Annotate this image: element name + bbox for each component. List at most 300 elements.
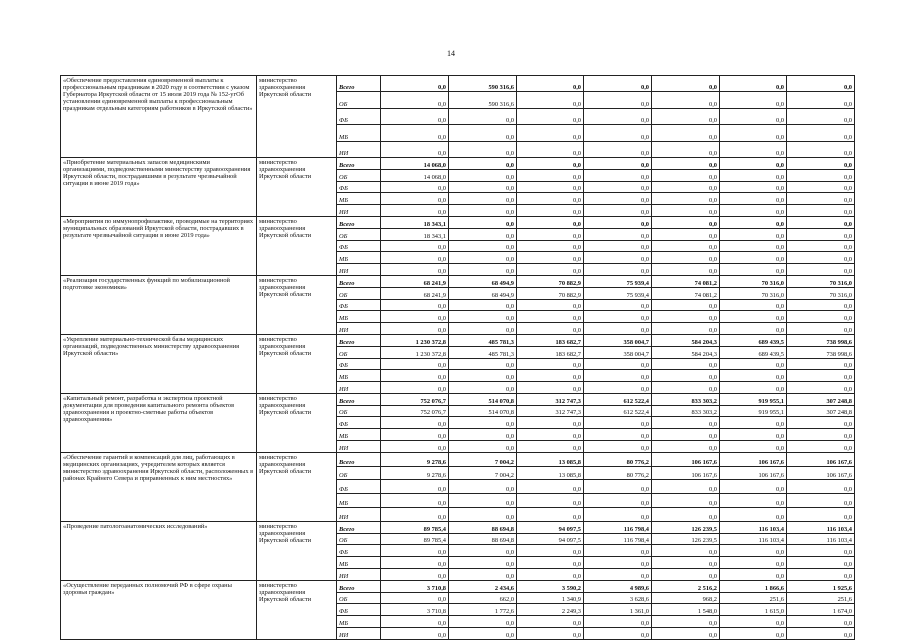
amount-cell: 0,0 [517, 480, 584, 494]
amount-cell: 116 798,4 [584, 521, 652, 533]
amount-cell: 70 316,0 [720, 287, 787, 299]
amount-cell: 0,0 [720, 157, 787, 169]
funding-source: Всего [337, 76, 381, 92]
amount-cell: 1 772,6 [449, 604, 517, 616]
amount-cell: 0,0 [517, 193, 584, 205]
amount-cell: 94 097,5 [517, 521, 584, 533]
amount-cell: 0,0 [652, 252, 720, 264]
amount-cell: 0,0 [381, 429, 449, 441]
amount-cell: 0,0 [787, 508, 855, 522]
amount-cell: 0,0 [720, 508, 787, 522]
amount-cell: 0,0 [449, 169, 517, 181]
amount-cell: 0,0 [381, 494, 449, 508]
amount-cell: 0,0 [584, 169, 652, 181]
amount-cell: 0,0 [381, 545, 449, 557]
amount-cell: 0,0 [381, 92, 449, 108]
amount-cell: 919 955,1 [720, 405, 787, 417]
responsible-executor: министерство здравоохранения Иркутской области [257, 216, 337, 275]
table-row [61, 157, 855, 169]
funding-source: ИИ [337, 508, 381, 522]
amount-cell: 0,0 [787, 157, 855, 169]
amount-cell: 106 167,6 [652, 466, 720, 480]
amount-cell: 0,0 [517, 508, 584, 522]
funding-source: ИИ [337, 382, 381, 394]
amount-cell: 738 998,6 [787, 334, 855, 346]
amount-cell: 88 694,8 [449, 521, 517, 533]
table-body [61, 76, 855, 640]
amount-cell: 1 361,0 [584, 604, 652, 616]
amount-cell: 0,0 [652, 125, 720, 141]
funding-source: Всего [337, 275, 381, 287]
amount-cell: 0,0 [720, 169, 787, 181]
amount-cell: 833 303,2 [652, 393, 720, 405]
amount-cell: 0,0 [787, 76, 855, 92]
amount-cell: 0,0 [517, 76, 584, 92]
amount-cell: 74 081,2 [652, 275, 720, 287]
amount-cell: 0,0 [652, 108, 720, 124]
amount-cell: 0,0 [584, 108, 652, 124]
amount-cell: 116 798,4 [584, 533, 652, 545]
program-description: «Мероприятия по иммунопрофилактике, проводимые на территориях муниципальных образований Иркутской области, пострадавших в результате чрезвычайной ситуации в июне 2019 года» [61, 216, 257, 275]
amount-cell: 0,0 [787, 628, 855, 640]
amount-cell: 0,0 [652, 92, 720, 108]
amount-cell: 68 494,9 [449, 287, 517, 299]
amount-cell: 1 548,0 [652, 604, 720, 616]
amount-cell: 0,0 [381, 299, 449, 311]
funding-source: Всего [337, 157, 381, 169]
amount-cell: 0,0 [652, 169, 720, 181]
amount-cell: 0,0 [517, 311, 584, 323]
funding-source: ОБ [337, 533, 381, 545]
amount-cell: 0,0 [381, 592, 449, 604]
amount-cell: 0,0 [584, 76, 652, 92]
budget-table [60, 75, 855, 640]
table-row [61, 334, 855, 346]
amount-cell: 0,0 [652, 76, 720, 92]
amount-cell: 0,0 [381, 240, 449, 252]
funding-source: ФБ [337, 299, 381, 311]
amount-cell: 0,0 [517, 299, 584, 311]
amount-cell: 0,0 [449, 157, 517, 169]
amount-cell: 0,0 [652, 264, 720, 276]
amount-cell: 1 340,9 [517, 592, 584, 604]
amount-cell: 0,0 [584, 480, 652, 494]
table-row [61, 452, 855, 466]
amount-cell: 0,0 [517, 264, 584, 276]
funding-source: ФБ [337, 181, 381, 193]
amount-cell: 0,0 [720, 616, 787, 628]
amount-cell: 0,0 [720, 480, 787, 494]
amount-cell: 0,0 [787, 323, 855, 335]
amount-cell: 0,0 [449, 545, 517, 557]
amount-cell: 485 781,3 [449, 346, 517, 358]
amount-cell: 0,0 [787, 216, 855, 228]
amount-cell: 0,0 [449, 429, 517, 441]
amount-cell: 0,0 [517, 157, 584, 169]
amount-cell: 0,0 [449, 205, 517, 217]
amount-cell: 0,0 [584, 545, 652, 557]
amount-cell: 0,0 [720, 417, 787, 429]
amount-cell: 0,0 [449, 228, 517, 240]
responsible-executor: министерство здравоохранения Иркутской области [257, 393, 337, 452]
amount-cell: 116 103,4 [720, 533, 787, 545]
amount-cell: 0,0 [652, 370, 720, 382]
amount-cell: 0,0 [720, 193, 787, 205]
amount-cell: 2 516,2 [652, 580, 720, 592]
amount-cell: 0,0 [584, 252, 652, 264]
amount-cell: 0,0 [652, 417, 720, 429]
amount-cell: 0,0 [787, 125, 855, 141]
amount-cell: 0,0 [517, 216, 584, 228]
amount-cell: 0,0 [517, 557, 584, 569]
amount-cell: 485 781,3 [449, 334, 517, 346]
amount-cell: 0,0 [652, 569, 720, 581]
amount-cell: 116 103,4 [787, 533, 855, 545]
amount-cell: 0,0 [584, 494, 652, 508]
amount-cell: 0,0 [720, 311, 787, 323]
funding-source: ФБ [337, 545, 381, 557]
amount-cell: 1 615,0 [720, 604, 787, 616]
amount-cell: 0,0 [720, 205, 787, 217]
responsible-executor: министерство здравоохранения Иркутской области [257, 521, 337, 580]
amount-cell: 0,0 [584, 382, 652, 394]
amount-cell: 0,0 [381, 141, 449, 157]
amount-cell: 0,0 [381, 480, 449, 494]
amount-cell: 0,0 [449, 216, 517, 228]
amount-cell: 0,0 [517, 92, 584, 108]
amount-cell: 75 939,4 [584, 287, 652, 299]
amount-cell: 738 998,6 [787, 346, 855, 358]
amount-cell: 0,0 [787, 193, 855, 205]
amount-cell: 0,0 [517, 616, 584, 628]
amount-cell: 70 316,0 [720, 275, 787, 287]
funding-source: Всего [337, 452, 381, 466]
program-description: «Осуществление переданных полномочий РФ в сфере охраны здоровья граждан» [61, 580, 257, 639]
amount-cell: 833 303,2 [652, 405, 720, 417]
program-description: «Проведение патологоанатомических исследований» [61, 521, 257, 580]
amount-cell: 0,0 [787, 358, 855, 370]
amount-cell: 0,0 [652, 494, 720, 508]
table-row [61, 580, 855, 592]
amount-cell: 0,0 [381, 569, 449, 581]
funding-source: ИИ [337, 441, 381, 453]
funding-source: Всего [337, 393, 381, 405]
amount-cell: 106 167,6 [652, 452, 720, 466]
amount-cell: 116 103,4 [787, 521, 855, 533]
amount-cell: 0,0 [449, 358, 517, 370]
responsible-executor: министерство здравоохранения Иркутской области [257, 334, 337, 393]
amount-cell: 0,0 [652, 557, 720, 569]
amount-cell: 0,0 [449, 616, 517, 628]
amount-cell: 0,0 [449, 193, 517, 205]
amount-cell: 0,0 [720, 216, 787, 228]
amount-cell: 126 239,5 [652, 533, 720, 545]
amount-cell: 0,0 [652, 358, 720, 370]
responsible-executor: министерство здравоохранения Иркутской области [257, 157, 337, 216]
amount-cell: 1 925,6 [787, 580, 855, 592]
amount-cell: 0,0 [787, 169, 855, 181]
funding-source: МБ [337, 429, 381, 441]
amount-cell: 0,0 [584, 370, 652, 382]
amount-cell: 0,0 [584, 216, 652, 228]
amount-cell: 0,0 [449, 108, 517, 124]
amount-cell: 0,0 [381, 311, 449, 323]
amount-cell: 0,0 [652, 216, 720, 228]
amount-cell: 0,0 [787, 299, 855, 311]
amount-cell: 0,0 [381, 417, 449, 429]
amount-cell: 514 070,8 [449, 405, 517, 417]
amount-cell: 0,0 [720, 569, 787, 581]
amount-cell: 0,0 [652, 299, 720, 311]
amount-cell: 0,0 [720, 323, 787, 335]
amount-cell: 307 248,8 [787, 393, 855, 405]
amount-cell: 0,0 [584, 299, 652, 311]
table-row [61, 76, 855, 92]
amount-cell: 0,0 [517, 252, 584, 264]
amount-cell: 0,0 [584, 557, 652, 569]
amount-cell: 0,0 [720, 557, 787, 569]
amount-cell: 0,0 [517, 141, 584, 157]
amount-cell: 0,0 [381, 382, 449, 394]
amount-cell: 14 068,0 [381, 157, 449, 169]
amount-cell: 968,2 [652, 592, 720, 604]
responsible-executor: министерство здравоохранения Иркутской области [257, 452, 337, 521]
amount-cell: 0,0 [584, 240, 652, 252]
amount-cell: 0,0 [517, 545, 584, 557]
amount-cell: 0,0 [584, 205, 652, 217]
amount-cell: 80 776,2 [584, 452, 652, 466]
amount-cell: 0,0 [584, 141, 652, 157]
amount-cell: 0,0 [720, 240, 787, 252]
funding-source: ФБ [337, 358, 381, 370]
amount-cell: 3 628,6 [584, 592, 652, 604]
amount-cell: 80 776,2 [584, 466, 652, 480]
amount-cell: 0,0 [517, 169, 584, 181]
amount-cell: 106 167,6 [787, 466, 855, 480]
responsible-executor: министерство здравоохранения Иркутской области [257, 275, 337, 334]
program-description: «Укрепление материально-технической базы медицинских организаций, подведомственных министерству здравоохранения Иркутской области» [61, 334, 257, 393]
amount-cell: 0,0 [584, 569, 652, 581]
amount-cell: 0,0 [720, 370, 787, 382]
funding-source: МБ [337, 252, 381, 264]
amount-cell: 0,0 [381, 323, 449, 335]
amount-cell: 0,0 [652, 193, 720, 205]
amount-cell: 0,0 [517, 417, 584, 429]
amount-cell: 0,0 [720, 494, 787, 508]
amount-cell: 0,0 [652, 157, 720, 169]
amount-cell: 662,0 [449, 592, 517, 604]
amount-cell: 94 097,5 [517, 533, 584, 545]
amount-cell: 0,0 [787, 205, 855, 217]
funding-source: ИИ [337, 205, 381, 217]
amount-cell: 2 249,3 [517, 604, 584, 616]
amount-cell: 0,0 [787, 382, 855, 394]
amount-cell: 0,0 [584, 181, 652, 193]
amount-cell: 919 955,1 [720, 393, 787, 405]
amount-cell: 0,0 [449, 181, 517, 193]
amount-cell: 0,0 [787, 311, 855, 323]
amount-cell: 70 316,0 [787, 287, 855, 299]
amount-cell: 0,0 [584, 616, 652, 628]
funding-source: Всего [337, 580, 381, 592]
amount-cell: 75 939,4 [584, 275, 652, 287]
funding-source: ФБ [337, 417, 381, 429]
amount-cell: 0,0 [449, 299, 517, 311]
amount-cell: 74 081,2 [652, 287, 720, 299]
amount-cell: 14 068,0 [381, 169, 449, 181]
amount-cell: 0,0 [584, 228, 652, 240]
amount-cell: 590 316,6 [449, 76, 517, 92]
responsible-executor: министерство здравоохранения Иркутской области [257, 580, 337, 639]
amount-cell: 0,0 [381, 205, 449, 217]
amount-cell: 0,0 [449, 441, 517, 453]
amount-cell: 13 085,8 [517, 452, 584, 466]
amount-cell: 3 710,8 [381, 604, 449, 616]
amount-cell: 0,0 [652, 240, 720, 252]
amount-cell: 183 682,7 [517, 334, 584, 346]
funding-source: ОБ [337, 346, 381, 358]
amount-cell: 0,0 [720, 545, 787, 557]
amount-cell: 0,0 [381, 441, 449, 453]
amount-cell: 590 316,6 [449, 92, 517, 108]
amount-cell: 0,0 [787, 141, 855, 157]
amount-cell: 0,0 [652, 323, 720, 335]
amount-cell: 0,0 [787, 228, 855, 240]
amount-cell: 0,0 [720, 429, 787, 441]
amount-cell: 0,0 [787, 494, 855, 508]
funding-source: ИИ [337, 264, 381, 276]
amount-cell: 0,0 [652, 508, 720, 522]
amount-cell: 0,0 [652, 628, 720, 640]
amount-cell: 0,0 [720, 382, 787, 394]
amount-cell: 0,0 [787, 417, 855, 429]
amount-cell: 251,6 [787, 592, 855, 604]
amount-cell: 0,0 [449, 557, 517, 569]
amount-cell: 0,0 [449, 382, 517, 394]
amount-cell: 106 167,6 [787, 452, 855, 466]
amount-cell: 312 747,3 [517, 405, 584, 417]
amount-cell: 312 747,3 [517, 393, 584, 405]
amount-cell: 752 076,7 [381, 405, 449, 417]
amount-cell: 0,0 [381, 616, 449, 628]
amount-cell: 0,0 [449, 252, 517, 264]
amount-cell: 0,0 [584, 193, 652, 205]
amount-cell: 0,0 [517, 370, 584, 382]
amount-cell: 106 167,6 [720, 466, 787, 480]
amount-cell: 0,0 [652, 205, 720, 217]
table-row [61, 216, 855, 228]
amount-cell: 9 278,6 [381, 466, 449, 480]
amount-cell: 0,0 [517, 441, 584, 453]
amount-cell: 0,0 [652, 616, 720, 628]
amount-cell: 0,0 [720, 264, 787, 276]
amount-cell: 0,0 [381, 108, 449, 124]
funding-source: ОБ [337, 92, 381, 108]
program-description: «Реализация государственных функций по мобилизационной подготовке экономики» [61, 275, 257, 334]
funding-source: ОБ [337, 466, 381, 480]
amount-cell: 0,0 [720, 299, 787, 311]
amount-cell: 0,0 [381, 252, 449, 264]
amount-cell: 68 241,9 [381, 287, 449, 299]
amount-cell: 0,0 [652, 141, 720, 157]
amount-cell: 0,0 [787, 441, 855, 453]
funding-source: ОБ [337, 405, 381, 417]
amount-cell: 0,0 [517, 181, 584, 193]
funding-source: Всего [337, 216, 381, 228]
amount-cell: 0,0 [720, 108, 787, 124]
amount-cell: 0,0 [720, 125, 787, 141]
funding-source: МБ [337, 494, 381, 508]
funding-source: ОБ [337, 169, 381, 181]
amount-cell: 0,0 [449, 628, 517, 640]
funding-source: ОБ [337, 287, 381, 299]
funding-source: МБ [337, 616, 381, 628]
amount-cell: 0,0 [517, 494, 584, 508]
amount-cell: 0,0 [584, 264, 652, 276]
amount-cell: 0,0 [787, 616, 855, 628]
amount-cell: 13 085,8 [517, 466, 584, 480]
funding-source: ФБ [337, 604, 381, 616]
amount-cell: 0,0 [787, 429, 855, 441]
amount-cell: 0,0 [652, 382, 720, 394]
amount-cell: 0,0 [787, 480, 855, 494]
amount-cell: 0,0 [584, 429, 652, 441]
amount-cell: 0,0 [787, 264, 855, 276]
amount-cell: 0,0 [517, 205, 584, 217]
responsible-executor: министерство здравоохранения Иркутской области [257, 76, 337, 158]
funding-source: МБ [337, 311, 381, 323]
amount-cell: 612 522,4 [584, 393, 652, 405]
amount-cell: 0,0 [720, 228, 787, 240]
funding-source: ИИ [337, 323, 381, 335]
amount-cell: 0,0 [584, 417, 652, 429]
funding-source: МБ [337, 125, 381, 141]
amount-cell: 251,6 [720, 592, 787, 604]
amount-cell: 0,0 [720, 358, 787, 370]
funding-source: ИИ [337, 141, 381, 157]
amount-cell: 0,0 [517, 108, 584, 124]
amount-cell: 0,0 [787, 252, 855, 264]
amount-cell: 89 785,4 [381, 533, 449, 545]
amount-cell: 0,0 [652, 545, 720, 557]
amount-cell: 68 241,9 [381, 275, 449, 287]
funding-source: ИИ [337, 569, 381, 581]
amount-cell: 0,0 [720, 76, 787, 92]
funding-source: ФБ [337, 240, 381, 252]
amount-cell: 0,0 [652, 480, 720, 494]
amount-cell: 4 989,6 [584, 580, 652, 592]
amount-cell: 358 004,7 [584, 346, 652, 358]
funding-source: Всего [337, 334, 381, 346]
amount-cell: 0,0 [517, 628, 584, 640]
amount-cell: 0,0 [449, 125, 517, 141]
amount-cell: 358 004,7 [584, 334, 652, 346]
amount-cell: 0,0 [787, 108, 855, 124]
funding-source: ОБ [337, 592, 381, 604]
program-description: «Приобретение материальных запасов медицинскими организациями, подведомственными министерству здравоохранения Иркутской области, пострадавшими в результате чрезвычайной ситуации в июне 2019 года» [61, 157, 257, 216]
amount-cell: 0,0 [652, 429, 720, 441]
amount-cell: 0,0 [787, 370, 855, 382]
amount-cell: 0,0 [517, 228, 584, 240]
amount-cell: 0,0 [652, 181, 720, 193]
funding-source: МБ [337, 193, 381, 205]
amount-cell: 126 239,5 [652, 521, 720, 533]
amount-cell: 0,0 [584, 508, 652, 522]
amount-cell: 0,0 [449, 494, 517, 508]
amount-cell: 0,0 [517, 240, 584, 252]
amount-cell: 0,0 [652, 441, 720, 453]
amount-cell: 106 167,6 [720, 452, 787, 466]
